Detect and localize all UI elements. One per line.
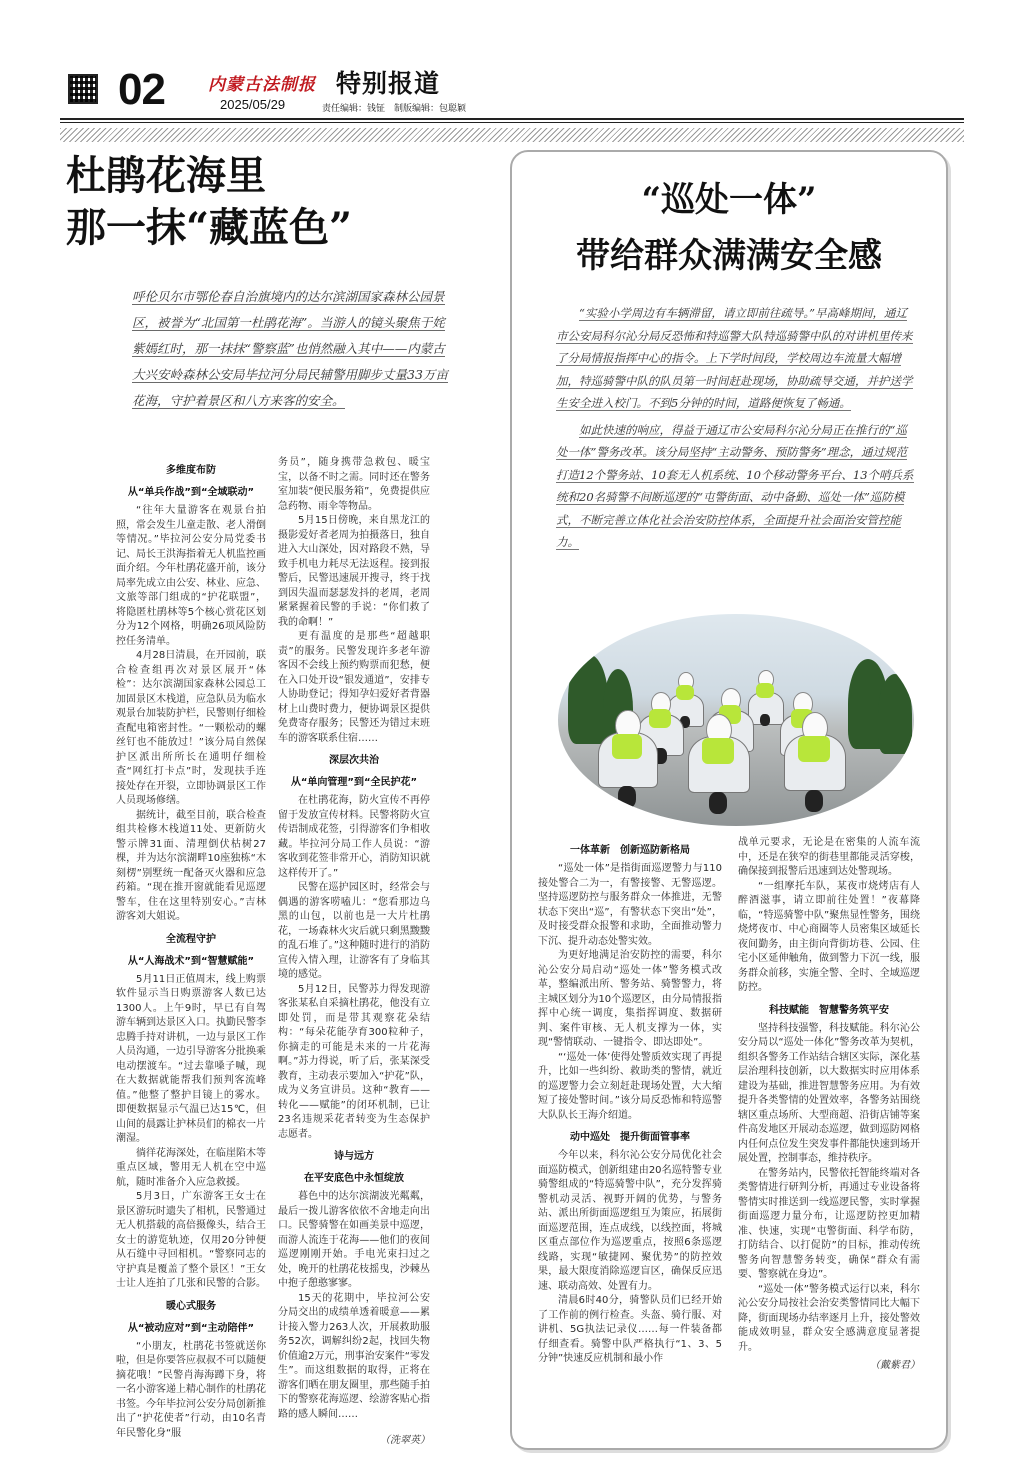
body-paragraph: 清晨6时40分，骑警队员们已经开始了工作前的例行检查。头盔、骑行服、对讲机、5G执法记录仪……每一件装备都仔细查看。骑警中队严格执行“1、3、5分钟”快速反应机制和最小作 [538,1295,722,1364]
left-article-column-1 [116,456,266,1441]
body-paragraph: 更有温度的是那些“超越职责”的服务。民警发现许多老年游客因不会线上预约购票而犯愁，便在入口处开设“银发通道”，安排专人协助登记；得知孕妇爱好者背器材上山费时费力，便协调景区提供免费寄存服务；民警还为错过末班车的游客联系住宿…… [278,631,430,744]
section-title: 特别报道 [336,69,441,98]
subheading: 科技赋能 智慧警务筑平安 [769,1004,889,1016]
body-paragraph: 战单元要求，无论是在密集的人流车流中，还是在狭窄的街巷里都能灵活穿梭，确保接到报警后迅速到达处警现场。 [738,837,920,877]
body-paragraph: 在杜鹃花海，防火宣传不再停留于发放宣传材料。民警将防火宣传语制成花签，引得游客们争相收藏。毕拉河分局工作人员说：“游客收到花签非常开心，消防知识就这样传开了。” [278,795,430,879]
subheading: 深层次共治 [329,755,379,766]
body-paragraph: “一组摩托车队，某夜市烧烤店有人醉酒滋事，请立即前往处置！”夜幕降临，“特巡骑警中队”聚焦显性警务，围绕烧烤夜市、中心商圈等人员密集区域延长夜间勤务，由主街向背街坊巷、公园、住宅小区延伸触角，做到警力下沉一线，服务群众前移，实施全警、全时、全域巡逻防控。 [738,880,920,993]
motorcycle-police-photo [558,614,914,826]
subheading: 全流程守护 [166,933,216,945]
body-paragraph: “小朋友，杜鹃花书签就送你啦，但是你要答应叔叔不可以随便摘花哦！”民警肖海海蹲下身，将一名小游客递上精心制作的杜鹃花书签。今年毕拉河公安分局创新推出了“护花使者”行动，由10名青年民警化身“服 [116,1340,266,1439]
subheading: 多维度布防 [166,465,216,476]
editor-credits: 责任编辑：钱钲 制版编辑：包聪颖 [322,104,467,114]
qr-code-icon [68,74,98,104]
left-article-column-2 [278,456,430,1422]
body-paragraph: “‘巡处一体’使得处警质效实现了再提升，比如一些纠纷、救助类的警情，就近的巡逻警力会立刻赶赴现场处置，大大缩短了接处警时间。”该分局反恐怖和特巡警大队队长王海介绍道。 [538,1051,722,1121]
right-article-headline [510,172,948,284]
body-paragraph: “巡处一体”警务模式运行以来，科尔沁公安分局按社会治安类警情同比大幅下降，街面现场办结率逐月上升，接处警效能成效明显，群众安全感满意度显著提升。 [738,1283,920,1353]
subheading: 一体革新 创新巡防新格局 [570,845,690,856]
body-paragraph: 15天的花期中，毕拉河公安分局交出的成绩单透着暖意——累计接入警力263人次，开展救助服务52次，调解纠纷2起，找回失物价值逾2万元，刑事治安案件“零发生”。而这组数据的取得，正将在游客们晒在朋友圈里，那些随手拍下的警察花海巡逻、绘游客贴心指路的感人瞬间…… [278,1292,430,1420]
body-paragraph: 为更好地满足治安防控的需要，科尔沁公安分局启动“巡处一体”警务模式改革，整编派出所、警务站、骑警警力，将主城区划分为10个巡逻区，由分局情报指挥中心统一调度，集指挥调度、数据研判、案件审核、无人机支撑为一体，实现“警情联动、一键指令、即达即处”。 [538,950,722,1048]
body-paragraph: 坚持科技强警，科技赋能。科尔沁公安分局以“巡处一体化”警务改革为契机，组织各警务工作站结合辖区实际，深化基层治理科技创新，以大数据实时应用体系建设为基础，推进智慧警务应用。为有效提升各类警情的处置效率，各警务站围绕辖区重点场所、大型商超、沿街店铺等案件高发地区开展动态巡逻，做到巡防网格内任何点位发生突发事件都能快速到场开展处置，控制事态，维持秩序。 [738,1022,920,1164]
headline-line: “巡处一体” [641,180,817,220]
subheading: 暖心式服务 [166,1300,216,1312]
right-article-intro [556,302,916,558]
body-paragraph: “往年大量游客在观景台拍照，常会发生儿童走散、老人滑倒等情况。”毕拉河公安分局党委书记、局长王洪海指着无人机监控画面介绍。今年杜鹃花盛开前，该分局率先成立由公安、林业、应急、文旅等部门组成的“护花联盟”，将隐匿杜鹃林等5个核心赏花区划分为12个网格，明确26项风险防控任务清单。 [116,505,266,647]
body-paragraph: 4月28日清晨，在开园前，联合检查组再次对景区展开“体检”：达尔滨湖国家森林公园总工加固景区木栈道，应急队员为临水观景台加装防护栏，民警则仔细检查配电箱密封性。“一颗松动的螺丝钉也不能放过！”该分局自然保护区派出所所长在通明仔细检查“网红打卡点”时，发现扶手连接处存在开裂，立即协调景区工作人员现场修缮。 [116,650,266,806]
body-paragraph: 5月11日正值周末，线上购票软件显示当日购票游客人数已达1300人。上午9时，早已有自驾游车辆到达景区入口。执勤民警李忠腾手持对讲机，一边与景区工作人员沟通，一边引导游客分批换乘电动摆渡车。“过去靠嗓子喊，现在大数据就能帮我们预判客流峰值。”他整了整护目镜上的雾水。即便数据显示气温已达15℃，但山间的晨露让护林员们的棉衣一片潮湿。 [116,973,266,1144]
header-rule-thin [60,122,964,123]
body-paragraph: 民警在巡护园区时，经常会与偶遇的游客唠嗑儿：“您看那边乌黑的山包，以前也是一大片杜鹃花，一场森林火灾后就只剩黑黢黢的乱石堆了。”这种随时进行的消防宣传入情入理，让游客有了身临其境的感觉。 [278,882,430,980]
subheading: 动中巡处 提升街面管事率 [570,1132,690,1143]
body-paragraph: 5月15日傍晚，来自黑龙江的摄影爱好者老周为拍摄落日，独自进入大山深处，因对路段不熟，导致手机电力耗尽无法返程。接到报警后，民警迅速展开搜寻，终于找到因失温而瑟瑟发抖的老周，老周紧紧握着民警的手说：“你们救了我的命啊！” [278,515,430,628]
body-paragraph: “巡处一体”是指街面巡逻警力与110接处警合二为一，有警接警、无警巡逻。坚持巡逻防控与服务群众一体推进，无警状态下突出“巡”，有警状态下突出“处”，及时接受群众报警和求助，全面推动警力下沉、提升动态处警实效。 [538,863,722,947]
body-paragraph: 暮色中的达尔滨湖波光粼粼，最后一拨儿游客依依不舍地走向出口。民警骑警在如画美景中巡逻，而游人流连于花海——他们的夜间巡逻刚刚开始。手电光束扫过之处，晚开的杜鹃花枝摇曳，沙棘丛中抱子憩憨寥寥。 [278,1191,430,1289]
body-paragraph: 5月3日，广东游客王女士在景区游玩时遗失了相机，民警通过无人机搭载的高倍摄像头，结合王女士的游览轨迹，仅用20分钟便从石缝中寻回相机。“警察同志的守护真是覆盖了整个景区！”王女士让人连拍了几张和民警的合影。 [116,1191,266,1289]
subheading: 从“被动应对”到“主动陪伴” [127,1322,255,1334]
body-paragraph: 今年以来，科尔沁公安分局优化社会面巡防模式，创新组建由20名巡特警专业骑警组成的“特巡骑警中队”，充分发挥骑警机动灵活、视野开阔的优势，与警务站、派出所街面巡逻组互为策应，拓展街面巡逻范围，连点成线，以线控面，将城区重点部位作为巡逻重点，按照6条巡逻线路，实现“敏捷网、聚优势”的防控效果，最大限度消除巡逻盲区，确保反应迅速、联动高效、处置有力。 [538,1150,722,1292]
intro-paragraph: 如此快速的响应，得益于通辽市公安局科尔沁分局正在推行的“巡处一体”警务改革。该分局坚持“主动警务、预防警务”理念，通过规范打造12个警务站、10套无人机系统、10个移动警务平台、13个哨兵系统和20名骑警不间断巡逻的“屯警街面、动中备勤、巡处一体”巡防模式，不断完善立体化社会治安防控体系，全面提升社会面治安管控能力。 [556,422,914,549]
right-article-column-2 [738,836,920,1374]
left-article-intro [132,284,448,414]
subheading: 从“人海战术”到“智慧赋能” [127,955,255,967]
header-rule [60,118,964,120]
subheading: 诗与远方 [334,1151,374,1162]
right-article-signature: （戴紫君） [870,1360,920,1371]
body-paragraph: 在警务站内，民警依托智能终端对各类警情进行研判分析，再通过专业设备将警情实时推送到一线巡逻民警，实时掌握街面巡逻力量分布，让巡逻防控更加精准、快速，实现“屯警街面、科学布防，打防结合、以打促防”的目标，推动传统警务向智慧警务转变，确保“群众有需要、警察就在身边”。 [738,1167,920,1280]
headline-line: 杜鹃花海里 [66,152,266,199]
left-article-signature: （洗翠英） [380,1435,430,1446]
subheading: 从“单向管理”到“全民护花” [290,777,418,788]
body-paragraph: 据统计，截至目前，联合检查组共检修木栈道11处、更新防火警示牌31面、清理倒伏枯树27棵，并为达尔滨湖畔10座独栋“木刻楞”别墅统一配备灭火器和应急药箱。“现在推开窗就能看见巡逻警车，住在这里特别安心。”吉林游客刘大姐说。 [116,809,266,922]
right-article-column-1 [538,836,722,1367]
intro-text: 呼伦贝尔市鄂伦春自治旗境内的达尔滨湖国家森林公园景区，被誉为“北国第一杜鹃花海”。当游人的镜头聚焦于姹紫嫣红时，那一抹抹“警察蓝”也悄然融入其中——内蒙古大兴安岭森林公安局毕拉河分局民辅警用脚步丈量33万亩花海，守护着景区和八方来客的安全。 [132,289,448,408]
issue-date: 2025/05/29 [220,97,286,112]
hatch-divider [60,128,964,142]
headline-line: 那一抹“藏蓝色” [66,204,353,251]
subheading: 从“单兵作战”到“全域联动” [127,487,255,498]
newspaper-logo: 内蒙古法制报 [208,75,316,95]
body-paragraph: 徜徉花海深处，在临崖陷木等重点区域，警用无人机在空中巡航，随时准备介入应急救援。 [116,1147,266,1188]
left-article-headline [66,150,446,254]
body-paragraph: 5月12日，民警苏力得发现游客张某私自采摘杜鹃花，他没有立即处罚，而是带其观察花朵结构：“每朵花能孕育300粒种子，你摘走的可能是未来的一片花海啊。”苏力得说，听了后，张某深受教育，主动表示要加入“护花”队，成为义务宣讲员。这种“教育——转化——赋能”的闭环机制，已让23名违规采花者转变为生态保护志愿者。 [278,983,430,1140]
body-paragraph: 务员”，随身携带急救包、暖宝宝，以备不时之需。同时还在警务室加装“便民服务箱”，免费提供应急药物、雨伞等物品。 [278,457,430,512]
headline-line: 带给群众满满安全感 [576,236,882,276]
subheading: 在平安底色中永恒绽放 [304,1173,404,1184]
intro-paragraph: “实验小学周边有车辆滞留，请立即前往疏导。”早高峰期间，通辽市公安局科尔沁分局反恐怖和特巡警大队特巡骑警中队的对讲机里传来了分局情报指挥中心的指令。上下学时间段，学校周边车流量大幅增加，特巡骑警中队的队员第一时间赶赴现场，协助疏导交通，并护送学生安全进入校门。不到5分钟的时间，道路便恢复了畅通。 [556,306,913,410]
page-number: 02 [118,65,165,114]
